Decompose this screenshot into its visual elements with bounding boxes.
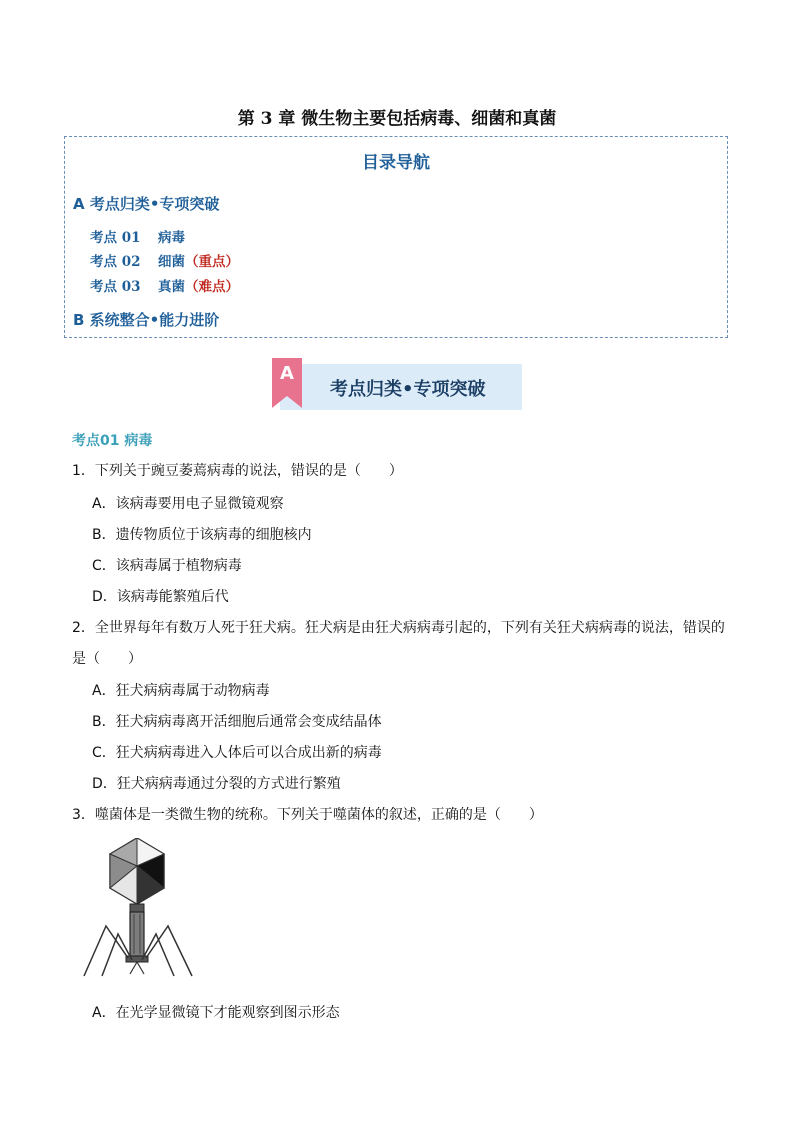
toc-item-02[interactable] [90,250,239,270]
question-2-option-c[interactable]: C．狂犬病病毒进入人体后可以合成出新的病毒 [92,745,382,761]
toc-heading: 目录导航 [362,153,430,173]
question-2-stem: 2．全世界每年有数万人死于狂犬病。狂犬病是由狂犬病病毒引起的，下列有关狂犬病病毒的说法，错误的 [72,620,725,636]
topic-heading: 考点01 病毒 [72,433,153,449]
toc-item-tag: （难点） [185,279,239,295]
toc-item-name: 病毒 [158,230,185,246]
toc-item-03[interactable] [90,275,239,295]
question-1-stem: 1．下列关于豌豆萎蔫病毒的说法，错误的是（ ） [72,463,403,479]
toc-item-code: 考点 02 [90,254,141,270]
question-1-option-a[interactable]: A．该病毒要用电子显微镜观察 [92,496,284,512]
banner-letter: A [280,363,294,384]
section-banner [272,364,522,410]
question-1-option-c[interactable]: C．该病毒属于植物病毒 [92,558,242,574]
toc-item-01[interactable] [90,226,185,246]
question-1-option-b[interactable]: B．遗传物质位于该病毒的细胞核内 [92,527,312,543]
question-2-stem-cont: 是（ ） [72,651,142,667]
question-1-option-d[interactable]: D．该病毒能繁殖后代 [92,589,229,605]
question-3-stem: 3．噬菌体是一类微生物的统称。下列关于噬菌体的叙述，正确的是（ ） [72,807,543,823]
bacteriophage-illustration [82,838,202,978]
toc-item-code: 考点 01 [90,230,141,246]
question-2-option-a[interactable]: A．狂犬病病毒属于动物病毒 [92,683,270,699]
chapter-title: 第 3 章 微生物主要包括病毒、细菌和真菌 [237,109,557,129]
toc-item-name: 细菌 [158,254,185,270]
toc-section-b[interactable]: B 系统整合•能力进阶 [73,311,220,329]
toc-item-code: 考点 03 [90,279,141,295]
toc-item-tag: （重点） [185,254,239,270]
question-2-option-b[interactable]: B．狂犬病病毒离开活细胞后通常会变成结晶体 [92,714,382,730]
question-3-option-a[interactable]: A．在光学显微镜下才能观察到图示形态 [92,1005,340,1021]
banner-title: 考点归类•专项突破 [330,379,486,400]
toc-item-name: 真菌 [158,279,185,295]
toc-section-a[interactable]: A 考点归类•专项突破 [73,195,220,213]
question-2-option-d[interactable]: D．狂犬病病毒通过分裂的方式进行繁殖 [92,776,341,792]
toc-box [64,136,728,338]
